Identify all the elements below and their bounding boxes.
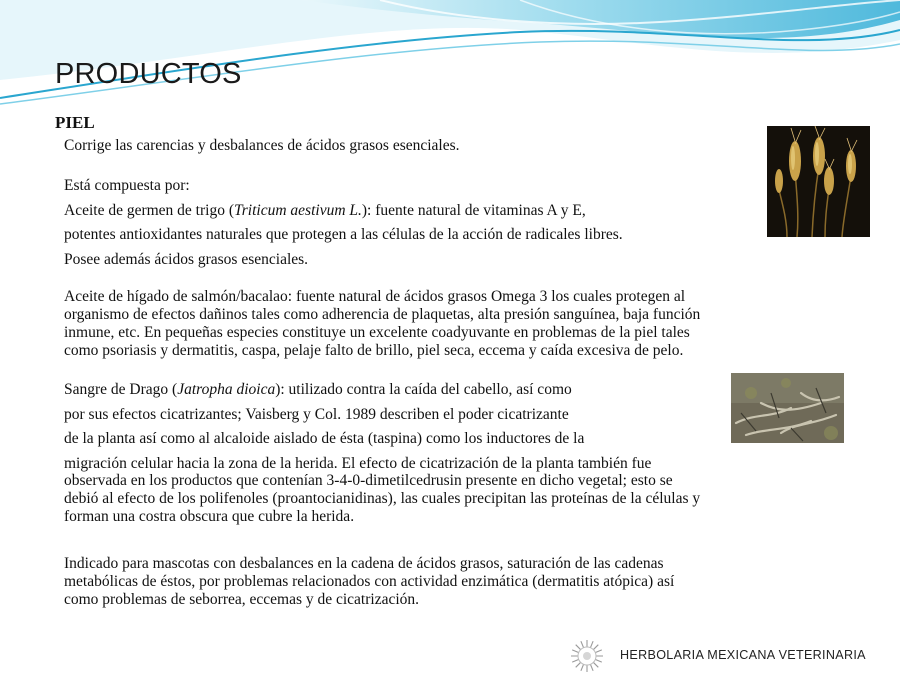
section-heading: PIEL (55, 113, 95, 132)
footer-brand: HERBOLARIA MEXICANA VETERINARIA (620, 648, 866, 662)
composition-label: Está compuesta por: (64, 177, 190, 194)
header-wave-decoration (0, 0, 900, 110)
drago-line-6: debió al efecto de los polifenoles (proantocianidinas), las cuales precipitan las proteínas de la células y (64, 490, 701, 507)
drago-latin-name: Jatropha dioica (177, 381, 276, 398)
salmon-line-1: Aceite de hígado de salmón/bacalao: fuente natural de ácidos grasos Omega 3 los cuales protegen al (64, 288, 686, 305)
indication-paragraph (64, 555, 674, 609)
indication-line-1: Indicado para mascotas con desbalances en la cadena de ácidos grasos, saturación de las cadenas (64, 555, 664, 572)
wheat-line-1: Aceite de germen de trigo (Triticum aestivum L.): fuente natural de vitaminas A y E, (64, 201, 586, 219)
drago-paragraph-top (64, 378, 651, 476)
drago-line-3: de la planta así como al alcaloide aislado de ésta (taspina) como los inductores de la (64, 430, 585, 447)
wheat-latin-name: Triticum aestivum L. (234, 201, 362, 219)
drago-line-2: por sus efectos cicatrizantes; Vaisberg y Col. 1989 describen el poder cicatrizante (64, 405, 569, 423)
salmon-line-2: organismo de efectos dañinos tales como adherencia de plaquetas, alta presión sanguínea, baja función (64, 306, 701, 323)
jatropha-plant-photo (731, 373, 844, 443)
indication-line-2: metabólicas de éstos, por problemas relacionados con actividad enzimática (dermatitis atópica) así (64, 573, 675, 590)
drago-line-4: migración celular hacia la zona de la herida. El efecto de cicatrización de la planta también fue (64, 454, 652, 472)
drago-paragraph-bottom (64, 472, 700, 526)
radial-seal-icon (569, 638, 605, 674)
page-title: PRODUCTOS (55, 58, 242, 90)
intro-text: Corrige las carencias y desbalances de ácidos grasos esenciales. (64, 137, 460, 154)
salmon-line-4: como psoriasis y dermatitis, caspa, pelaje falto de brillo, piel seca, eccema y caída excesiva de pelo. (64, 342, 684, 359)
salmon-paragraph (64, 288, 700, 360)
drago-line-7: forman una costra obscura que cubre la herida. (64, 508, 355, 525)
wheat-photo (767, 126, 870, 237)
wheat-line-3: Posee además ácidos grasos esenciales. (64, 250, 309, 268)
indication-line-3: como problemas de seborrea, eccemas y de cicatrización. (64, 591, 420, 608)
drago-line-5: observada en los productos que contenían 3-4-0-dimetilcedrusin presente en dicho vegetal; esto se (64, 472, 673, 489)
composition-paragraph (64, 174, 623, 272)
drago-line-1: Sangre de Drago (Jatropha dioica): utilizado contra la caída del cabello, así como (64, 381, 572, 398)
wheat-line-2: potentes antioxidantes naturales que protegen a las células de la acción de radicales libres. (64, 226, 623, 243)
salmon-line-3: inmune, etc. En pequeñas especies constituye un excelente coadyuvante en problemas de la piel tales (64, 324, 690, 341)
